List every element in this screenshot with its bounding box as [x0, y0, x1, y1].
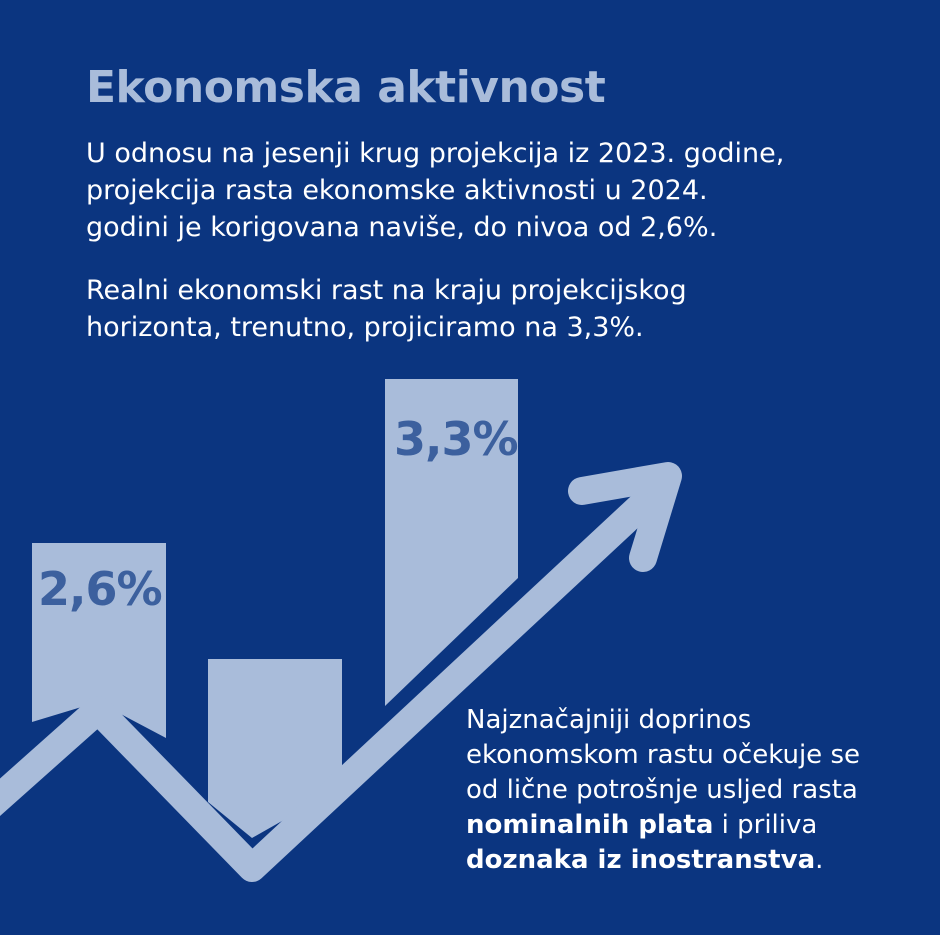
bar-horizon-value: 3,3%	[394, 412, 518, 466]
note-line: od lične potrošnje usljed rasta	[466, 775, 858, 805]
intro-line: godini je korigovana naviše, do nivoa od 2,6%.	[86, 212, 718, 243]
intro-line: projekcija rasta ekonomske aktivnosti u 2024.	[86, 175, 708, 206]
note-text: .	[815, 845, 824, 875]
note-line	[466, 808, 860, 843]
horizon-line: Realni ekonomski rast na kraju projekcijskog	[86, 275, 687, 306]
note-text: i priliva	[713, 810, 818, 840]
note-line	[466, 843, 860, 878]
intro-line: U odnosu na jesenji krug projekcija iz 2023. godine,	[86, 138, 785, 169]
contribution-note	[466, 703, 860, 878]
bar-2024-value: 2,6%	[38, 562, 162, 616]
horizon-line: horizonta, trenutno, projiciramo na 3,3%.	[86, 312, 644, 343]
note-emphasis: nominalnih plata	[466, 810, 714, 840]
page-title: Ekonomska aktivnost	[86, 62, 606, 113]
note-line: ekonomskom rastu očekuje se	[466, 740, 860, 770]
note-emphasis: doznaka iz inostranstva	[466, 845, 816, 875]
note-line: Najznačajniji doprinos	[466, 705, 752, 735]
